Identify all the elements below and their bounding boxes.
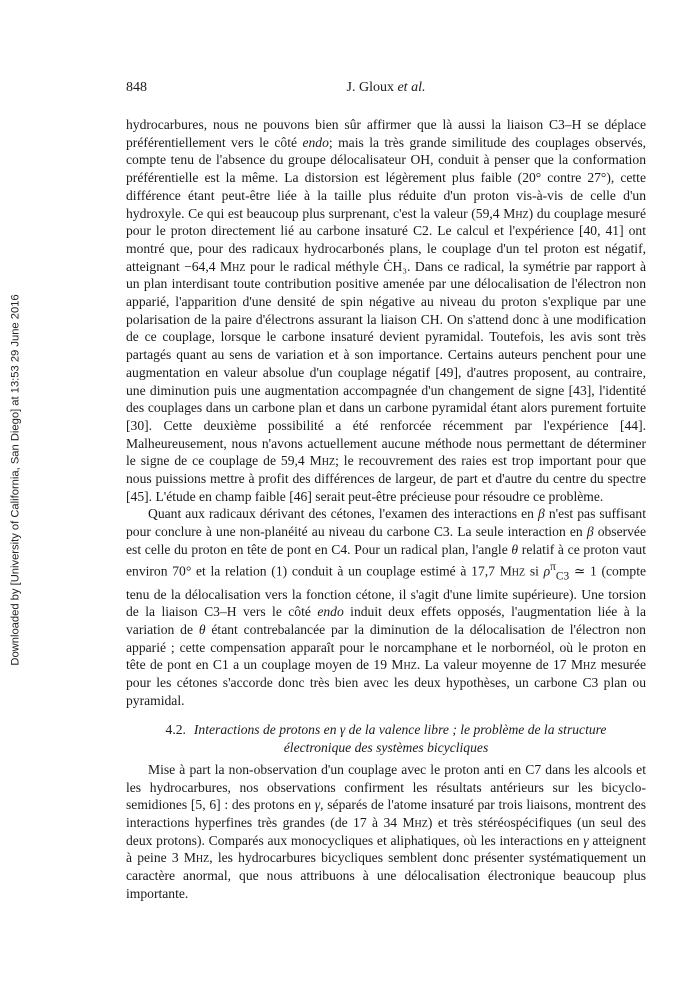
running-title-authors: J. Gloux xyxy=(346,80,394,95)
text-run: , séparés de l'atome insaturé par trois liaisons, montrent des interactions hyperfines très grandes (de 17 à 34 xyxy=(126,797,647,830)
section-number: 4.2. xyxy=(165,722,186,738)
running-header xyxy=(126,80,646,100)
text-run: Mise à part la non-observation d'un couplage avec le proton anti en C7 dans les alcools et les hydrocarbures, nos observations confirment les résultats antérieurs sur les bicyclo-semidiones [5, 6] : des protons en xyxy=(126,761,646,813)
section-title-line-1: Interactions de protons en γ de la valence libre ; le problème de la structure xyxy=(193,722,607,738)
text-run: relatif à ce proton vaut environ 70° et la relation (1) conduit à un couplage estimé à 17,7 xyxy=(126,541,646,579)
text-run: pour le radical méthyle ĊH₃. Dans ce radical, la symétrie par rapport à un plan interdisant toute contribution positive amenée par une délocalisation de l'électron non apparié, l'apparition d'une densité de spin négative au niveau du proton s'explique par une polarisation de la paire d'électrons assurant la liaison CH. On s'attend donc à une modification de ce couplage, lorsque le carbone insaturé devient pyramidal. Toutefois, les avis sont très partagés quant au sens de variation et à son importance. Certains auteurs penchent pour une augmentation en valeur absolue d'un couplage négatif [49], d'autres proposent, au contraire, une diminution puis une augmentation accompagnée d'un changement de signe [43], l'identité des couplages dans un carbone plan et dans un carbone pyramidal étant alors purement fortuite [30]. Cette deuxième possibilité a été renforcée récemment par l'expérience [44]. Malheureusement, nous n'avons actuellement aucune méthode nous permettant de déterminer le signe de ce couplage de 59,4 xyxy=(126,258,647,469)
symbol-gamma: γ xyxy=(583,832,589,848)
unit-mhz: Mhz xyxy=(183,850,210,866)
text-run: ) et très stéréospécifiques (un seul des deux protons). Comparés aux monocycliques et aliphatiques, où les interactions en xyxy=(126,814,646,848)
download-watermark xyxy=(6,270,26,690)
text-run: ; mais la très grande similitude des couplages observés, compte tenu de l'absence du groupe délocalisateur OH, conduit à penser que la conformation préférentielle est la même. La distorsion est légèrement plus faible (20° contre 27°), cette différence étant peut-être liée à la taille plus réduite d'un proton vis-à-vis de celle d'un hydroxyle. Ce qui est beaucoup plus surprenant, c'est la valeur (59,4 xyxy=(126,134,647,221)
page-number: 848 xyxy=(126,80,147,95)
text-run: induit deux effets opposés, l'augmentation liée à la variation de xyxy=(126,604,646,637)
symbol-pi-superscript: π xyxy=(550,560,556,573)
text-run: observée est celle du proton en tête de pont en C4. Pour un radical plan, l'angle xyxy=(126,524,646,557)
text-run: ≃ 1 (compte tenu de la délocalisation vers la fonction cétone, il s'agit d'une limite supérieure). Une torsion de la liaison C3–H vers le côté xyxy=(126,563,647,620)
running-title-etal: et al. xyxy=(397,80,426,95)
paragraph-2 xyxy=(126,505,646,709)
running-title xyxy=(286,80,486,96)
unit-mhz: Mhz xyxy=(570,657,597,673)
unit-mhz: Mhz xyxy=(309,453,336,469)
unit-mhz: Mhz xyxy=(402,814,428,830)
text-run: hydrocarbures, nous ne pouvons bien sûr affirmer que là aussi la liaison C3–H se déplace préférentiellement vers le côté xyxy=(126,117,646,150)
section-heading xyxy=(126,721,646,756)
text-run: si xyxy=(525,563,544,579)
symbol-theta: θ xyxy=(198,621,206,637)
text-run: mesurée pour les cétones s'accorde donc très bien avec les deux hypothèses, un carbone C3 plan ou pyramidal. xyxy=(126,657,647,708)
unit-mhz: Mhz xyxy=(499,563,526,579)
unit-mhz: Mhz xyxy=(391,657,417,673)
text-run-italic: endo xyxy=(302,134,329,150)
paragraph-1 xyxy=(126,116,646,505)
download-watermark-text: Downloaded by [University of California, San Diego] at 13:53 29 June 2016 xyxy=(10,294,22,666)
article-body xyxy=(126,116,646,902)
text-run: ) du couplage mesuré pour le proton directement lié au carbone insaturé C2. Le calcul et l'expérience [40, 41] ont montré que, pour des radicaux hydrocarbonés plans, le couplage d'un tel proton est négatif, atteignant −64,4 xyxy=(126,205,646,274)
symbol-beta: β xyxy=(586,524,594,540)
section-title-line-2: électronique des systèmes bicycliques xyxy=(283,740,489,756)
symbol-gamma: γ xyxy=(314,797,321,813)
text-run: n'est pas suffisant pour conclure à une non-planéité au niveau du carbone C3. La seule interaction en xyxy=(126,506,646,540)
text-run: . La valeur moyenne de 17 xyxy=(416,657,571,673)
unit-mhz: Mhz xyxy=(220,258,246,274)
text-run: Quant aux radicaux dérivant des cétones, l'examen des interactions en xyxy=(148,506,538,522)
text-run-italic: endo xyxy=(317,604,344,620)
text-run: ; le recouvrement des raies est trop important pour que nous puissions mettre à profit des différences de largeur, de part et d'autre du centre du spectre [45]. L'étude en champ faible [46] serait peut-être précieuse pour résoudre ce problème. xyxy=(126,453,646,504)
text-run: étant contrebalancée par la diminution de la délocalisation de l'électron non apparié ; cette compensation apparaît pour le norcamphane et le norbornéol, où le proton en tête de pont en C1 a un couplage moyen de 19 xyxy=(126,621,646,673)
subscript-c3: C3 xyxy=(555,569,570,582)
unit-mhz: Mhz xyxy=(503,205,529,221)
symbol-beta: β xyxy=(537,506,545,522)
symbol-rho: ρ xyxy=(543,563,551,579)
text-run: , les hydrocarbures bicycliques semblent donc présenter systématiquement un caractère anormal, que nous attribuons à une délocalisation électronique beaucoup plus importante. xyxy=(126,850,646,901)
symbol-theta: θ xyxy=(511,541,519,557)
text-run: atteignent à peine 3 xyxy=(126,832,646,866)
paragraph-3 xyxy=(126,761,646,903)
